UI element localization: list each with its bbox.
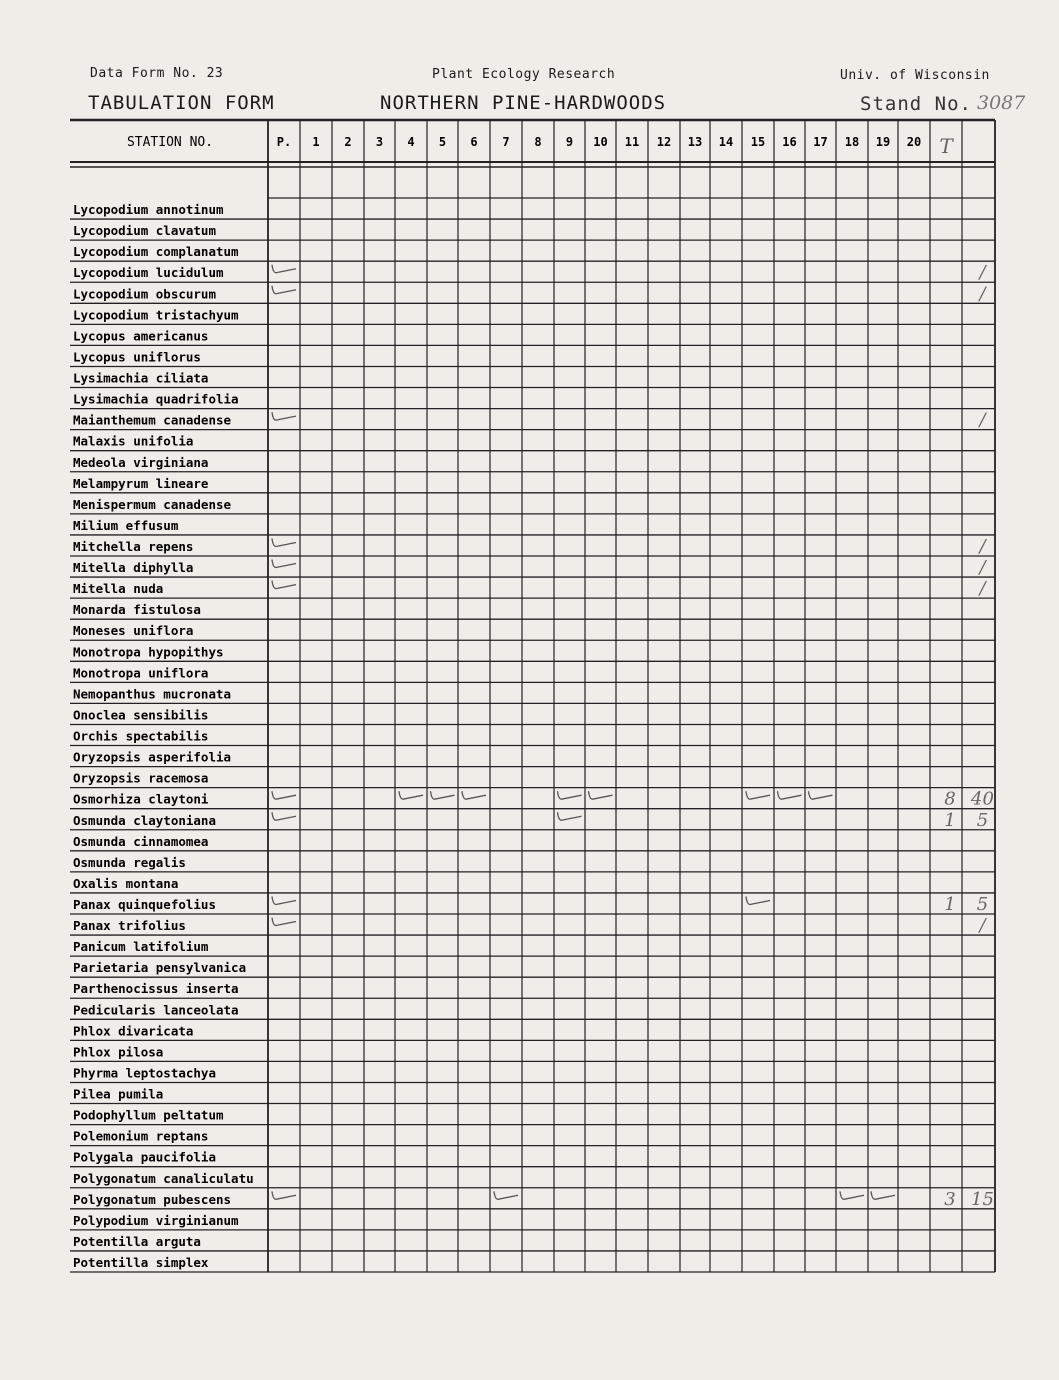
species-name: Mitchella repens — [73, 539, 194, 554]
species-name: Lycopodium tristachyum — [73, 307, 239, 323]
present-check-mark — [272, 1191, 296, 1199]
species-name: Lycopodium complanatum — [73, 244, 239, 260]
column-header: 11 — [624, 135, 640, 149]
species-name: Lycopus uniflorus — [73, 349, 201, 365]
column-header-total: T — [939, 134, 953, 158]
station-check-mark — [809, 791, 833, 799]
species-name: Polygonatum canaliculatu — [73, 1170, 254, 1186]
species-name: Milium effusum — [73, 517, 179, 533]
column-header: 8 — [534, 135, 542, 149]
form-subtitle: NORTHERN PINE-HARDWOODS — [380, 92, 667, 114]
present-check-mark — [272, 538, 296, 546]
extra-value: 40 — [971, 788, 994, 810]
species-name: Monarda fistulosa — [73, 602, 201, 618]
form-number: Data Form No. 23 — [90, 66, 224, 81]
column-header: 17 — [813, 135, 828, 149]
present-check-mark — [272, 560, 296, 568]
extra-value: / — [979, 557, 986, 579]
species-name: Panax trifolius — [73, 918, 186, 934]
column-header: 14 — [718, 135, 734, 149]
station-header: STATION NO. — [126, 135, 214, 150]
extra-value: / — [979, 409, 986, 431]
species-name: Phyrma leptostachya — [73, 1065, 216, 1081]
species-name: Malaxis unifolia — [73, 433, 194, 449]
species-name: Parthenocissus inserta — [73, 981, 239, 997]
species-name: Monotropa hypopithys — [73, 644, 224, 660]
station-check-mark — [778, 791, 802, 799]
extra-value: 15 — [971, 1188, 994, 1210]
species-name: Lycopodium annotinum — [73, 202, 224, 218]
present-check-mark — [272, 896, 296, 904]
present-check-mark — [272, 791, 296, 799]
species-name: Menispermum canadense — [73, 496, 232, 512]
present-check-mark — [272, 265, 296, 273]
column-header: 13 — [687, 135, 703, 149]
station-check-mark — [462, 791, 486, 799]
species-name: Maianthemum canadense — [73, 412, 232, 428]
species-name: Parietaria pensylvanica — [73, 960, 247, 976]
station-check-mark — [494, 1191, 518, 1199]
present-check-mark — [272, 412, 296, 420]
total-count: 1 — [944, 809, 956, 831]
column-header: 10 — [593, 135, 608, 149]
column-header: 3 — [375, 135, 384, 149]
column-header: 19 — [875, 135, 891, 149]
species-name: Lycopodium clavatum — [73, 223, 216, 239]
station-check-mark — [871, 1191, 895, 1199]
species-name: Osmunda claytoniana — [73, 812, 216, 828]
station-check-mark — [558, 791, 582, 799]
species-name: Podophyllum peltatum — [73, 1107, 224, 1123]
stand-label: Stand No. — [860, 93, 972, 115]
extra-value: 5 — [976, 894, 989, 915]
species-name: Mitella nuda — [73, 581, 164, 597]
station-check-mark — [589, 791, 613, 799]
station-check-mark — [431, 791, 455, 799]
extra-value: / — [979, 578, 986, 600]
species-name: Polygonatum pubescens — [73, 1191, 232, 1207]
total-count: 3 — [944, 1188, 956, 1210]
species-name: Nemopanthus mucronata — [73, 686, 232, 702]
species-name: Oryzopsis racemosa — [73, 770, 209, 786]
species-name: Phlox pilosa — [73, 1044, 164, 1060]
present-check-mark — [272, 581, 296, 589]
total-count: 8 — [944, 788, 956, 810]
species-name: Potentilla arguta — [73, 1233, 201, 1249]
extra-value: / — [979, 536, 986, 557]
column-header: 16 — [782, 135, 797, 149]
column-header: 2 — [344, 135, 352, 149]
present-check-mark — [272, 812, 296, 820]
station-check-mark — [746, 791, 770, 799]
species-name: Pedicularis lanceolata — [73, 1002, 239, 1018]
species-name: Phlox divaricata — [73, 1023, 194, 1039]
species-name: Lycopodium obscurum — [73, 286, 216, 302]
present-check-mark — [272, 286, 296, 294]
column-header: 7 — [502, 135, 510, 149]
extra-value: 5 — [976, 809, 989, 831]
column-header: 6 — [470, 135, 478, 149]
species-name: Lycopus americanus — [73, 328, 209, 344]
column-header: 18 — [844, 135, 860, 149]
species-name: Lycopodium lucidulum — [73, 265, 224, 281]
extra-value: / — [979, 915, 986, 937]
column-header: 4 — [407, 135, 415, 149]
column-header: P. — [276, 135, 292, 149]
species-name: Lysimachia ciliata — [73, 370, 209, 386]
extra-value: / — [979, 283, 986, 305]
species-name: Melampyrum lineare — [73, 475, 209, 491]
present-check-mark — [272, 918, 296, 926]
species-name: Medeola virginiana — [73, 454, 209, 470]
species-name: Oxalis montana — [73, 875, 179, 891]
species-name: Monotropa uniflora — [73, 665, 209, 681]
station-check-mark — [746, 896, 770, 904]
university-name: Univ. of Wisconsin — [840, 68, 990, 83]
species-name: Osmorhiza claytoni — [73, 791, 209, 807]
species-name: Polemonium reptans — [73, 1128, 209, 1144]
total-count: 1 — [944, 894, 956, 915]
column-header: 15 — [750, 135, 766, 149]
stand-number-handwritten: 3087 — [977, 92, 1026, 114]
station-check-mark — [399, 791, 423, 799]
species-name: Orchis spectabilis — [73, 728, 209, 744]
species-name: Panicum latifolium — [73, 939, 209, 955]
column-header: 5 — [438, 135, 447, 149]
column-header: 20 — [906, 135, 922, 149]
species-name: Mitella diphylla — [73, 560, 194, 576]
species-name: Panax quinquefolius — [73, 897, 216, 912]
extra-value: / — [979, 262, 986, 284]
species-name: Osmunda cinnamomea — [73, 833, 209, 849]
species-name: Lysimachia quadrifolia — [73, 391, 239, 407]
species-name: Oryzopsis asperifolia — [73, 749, 232, 765]
column-header: 12 — [656, 135, 672, 149]
column-header: 9 — [565, 135, 574, 149]
species-name: Onoclea sensibilis — [73, 707, 209, 723]
station-check-mark — [558, 812, 582, 820]
research-title: Plant Ecology Research — [432, 67, 616, 82]
species-name: Moneses uniflora — [73, 623, 194, 639]
species-name: Pilea pumila — [73, 1086, 164, 1102]
column-header: 1 — [312, 135, 320, 149]
species-name: Osmunda regalis — [73, 854, 186, 870]
form-title: TABULATION FORM — [88, 92, 275, 114]
species-name: Potentilla simplex — [73, 1255, 209, 1270]
species-name: Polypodium virginianum — [73, 1212, 239, 1228]
species-name: Polygala paucifolia — [73, 1149, 216, 1165]
station-check-mark — [840, 1191, 864, 1199]
